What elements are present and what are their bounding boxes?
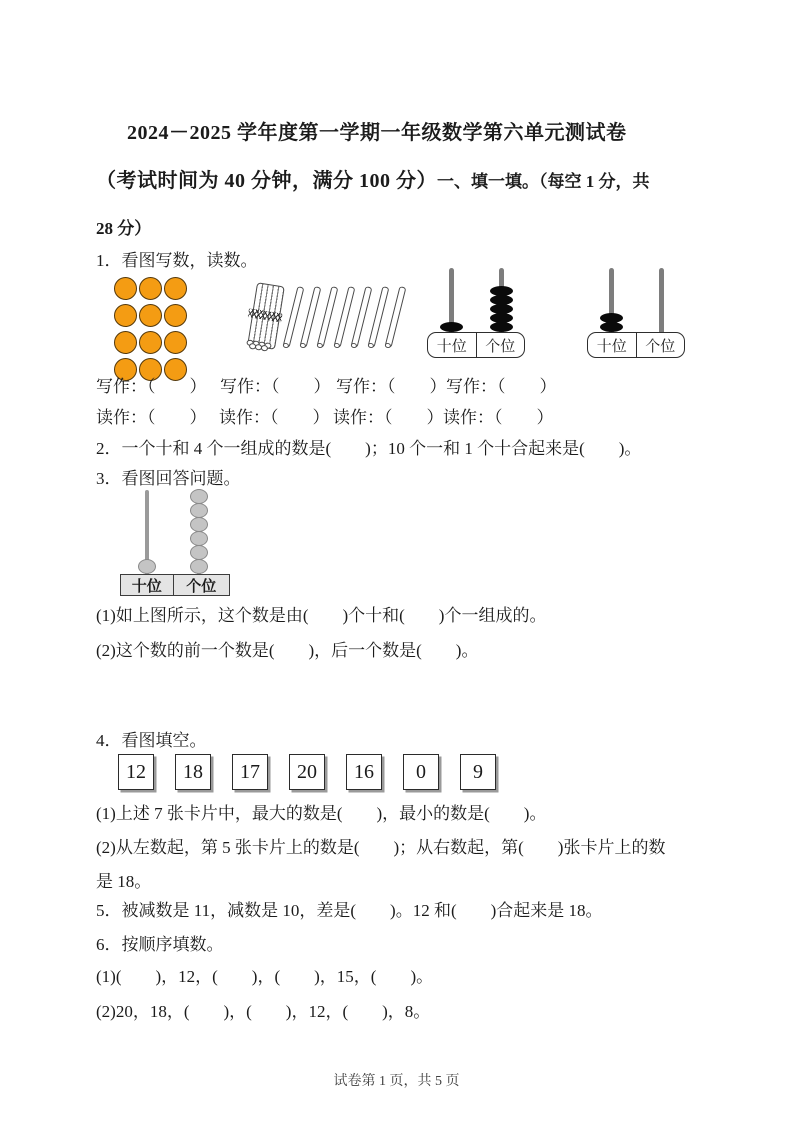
orange-circle: [139, 277, 162, 300]
question-1-label: 1．看图写数，读数。: [96, 251, 258, 270]
number-card: 20: [289, 754, 325, 790]
section-heading: 一、填一填。（每空 1 分，共: [437, 172, 650, 191]
orange-circle: [139, 331, 162, 354]
exam-info: （考试时间为 40 分钟，满分 100 分）: [96, 170, 437, 192]
bundle-ends: [246, 339, 277, 353]
place-label-tens: 十位: [436, 338, 467, 355]
abacus-bead: [190, 531, 208, 546]
number-card: 12: [118, 754, 154, 790]
abacus-bead: [440, 322, 463, 332]
q4-sub2-line2: 是 18。: [96, 872, 152, 891]
abacus-c-ones-rod: [179, 490, 219, 574]
q6-sub1: (1)( )，12，( )，( )，15，( )。: [96, 967, 434, 986]
place-label-ones: 个位: [476, 333, 525, 357]
abacus-a: [427, 268, 525, 358]
place-label-tens: 十位: [596, 338, 627, 355]
question-3-label: 3．看图回答问题。: [96, 469, 241, 488]
write-blank: 写作：（ ）: [96, 377, 207, 396]
write-blank: 写作：（ ）: [220, 377, 331, 396]
orange-circle: [139, 304, 162, 327]
number-cards: [118, 754, 496, 790]
q4-sub2-line1: (2)从左数起，第 5 张卡片上的数是( )；从右数起，第( )张卡片上的数: [96, 838, 666, 857]
abacus-c: [120, 490, 230, 596]
sticks-figure: [244, 280, 384, 358]
q6-sub2: (2)20，18，( )，( )，12，( )，8。: [96, 1002, 431, 1021]
counting-stick: [385, 286, 407, 348]
read-blank: 读作：（ ）: [219, 408, 330, 427]
bundle-tie: [248, 308, 283, 322]
place-label-tens: 十位: [131, 578, 162, 595]
abacus-bead: [190, 559, 208, 574]
abacus-a-tens-rod: [432, 268, 470, 332]
orange-circle: [114, 304, 137, 327]
question-5-text: 5．被减数是 11，减数是 10，差是( )。12 和( )合起来是 18。: [96, 901, 603, 920]
orange-circle: [164, 277, 187, 300]
q3-sub2: (2)这个数的前一个数是( )，后一个数是( )。: [96, 641, 479, 660]
question-6-label: 6．按顺序填数。: [96, 935, 224, 954]
abacus-bead: [138, 559, 156, 574]
write-blank: 写作：（ ）: [336, 377, 447, 396]
number-card: 16: [346, 754, 382, 790]
abacus-bead: [190, 489, 208, 504]
write-blank: 写作：（ ）: [446, 377, 557, 396]
stick-bundle: [247, 282, 285, 350]
question-2-text: 2．一个十和 4 个一组成的数是( )；10 个一和 1 个十合起来是( )。: [96, 439, 642, 458]
abacus-c-base: [120, 574, 230, 596]
exam-info-line: [96, 164, 650, 193]
number-card: 0: [403, 754, 439, 790]
abacus-bead: [190, 503, 208, 518]
q3-sub1: (1)如上图所示，这个数是由( )个十和( )个一组成的。: [96, 606, 547, 625]
oranges-figure: [114, 277, 185, 381]
abacus-b-ones-rod: [642, 268, 680, 332]
abacus-b-base: [587, 332, 685, 358]
abacus-b: [587, 268, 685, 358]
number-card: 17: [232, 754, 268, 790]
abacus-bead: [600, 322, 623, 332]
loose-sticks: [290, 286, 399, 348]
question-4-label: 4．看图填空。: [96, 731, 207, 750]
abacus-bead: [490, 322, 513, 332]
read-blank: 读作：（ ）: [96, 408, 207, 427]
read-blank: 读作：（ ）: [443, 408, 554, 427]
place-label-ones: 个位: [173, 575, 229, 595]
abacus-bead: [190, 545, 208, 560]
number-card: 18: [175, 754, 211, 790]
q4-sub1: (1)上述 7 张卡片中，最大的数是( )，最小的数是( )。: [96, 804, 547, 823]
orange-circle: [114, 277, 137, 300]
abacus-bead: [190, 517, 208, 532]
orange-circle: [114, 331, 137, 354]
number-card: 9: [460, 754, 496, 790]
abacus-c-tens-rod: [127, 490, 167, 574]
page-title: 2024－2025 学年度第一学期一年级数学第六单元测试卷: [127, 122, 627, 144]
abacus-a-base: [427, 332, 525, 358]
section-heading-cont: 28 分）: [96, 219, 152, 238]
orange-circle: [164, 331, 187, 354]
page-footer: 试卷第 1 页，共 5 页: [333, 1074, 460, 1089]
place-label-ones: 个位: [636, 333, 685, 357]
orange-circle: [164, 304, 187, 327]
abacus-a-ones-rod: [482, 268, 520, 332]
abacus-b-tens-rod: [592, 268, 630, 332]
read-blank: 读作：（ ）: [333, 408, 444, 427]
